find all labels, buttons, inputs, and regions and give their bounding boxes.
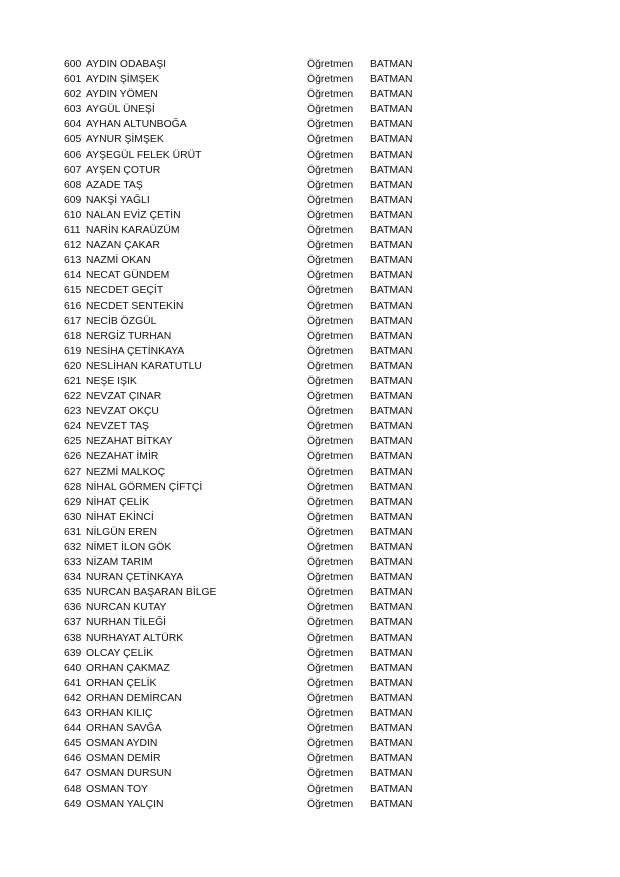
table-row (64, 434, 484, 449)
record-role: Öğretmen (307, 647, 354, 659)
record-number: 648 (64, 783, 82, 795)
table-row (64, 631, 484, 646)
record-role: Öğretmen (307, 587, 354, 599)
record-name: NEZAHAT BİTKAY (86, 436, 173, 448)
record-role: Öğretmen (307, 59, 354, 70)
record-number: 626 (64, 451, 82, 463)
record-city: BATMAN (370, 451, 413, 463)
record-city: BATMAN (370, 194, 413, 206)
record-number: 640 (64, 662, 82, 674)
record-city: BATMAN (370, 300, 413, 312)
record-role: Öğretmen (307, 119, 354, 131)
table-row (64, 314, 484, 329)
table-row (64, 721, 484, 736)
record-city: BATMAN (370, 481, 413, 493)
record-number: 603 (64, 104, 82, 116)
record-number: 642 (64, 692, 82, 704)
record-city: BATMAN (370, 375, 413, 387)
record-role: Öğretmen (307, 225, 354, 237)
record-city: BATMAN (370, 164, 413, 176)
record-list (64, 57, 484, 812)
table-row (64, 193, 484, 208)
record-role: Öğretmen (307, 74, 354, 86)
record-city: BATMAN (370, 662, 413, 674)
record-number: 608 (64, 179, 82, 191)
record-name: NAZMİ OKAN (86, 255, 151, 267)
record-number: 615 (64, 285, 82, 297)
record-name: NİZAM TARIM (86, 557, 153, 569)
record-city: BATMAN (370, 768, 413, 780)
record-name: AYDIN ODABAŞI (86, 59, 167, 70)
table-row (64, 344, 484, 359)
record-name: NİMET İLON GÖK (86, 542, 172, 553)
record-name: NİHAT ÇELİK (86, 496, 150, 508)
record-role: Öğretmen (307, 375, 354, 387)
table-row (64, 87, 484, 102)
record-city: BATMAN (370, 240, 413, 252)
record-name: NURHAYAT ALTÜRK (86, 632, 184, 644)
record-name: NECDET GEÇİT (86, 285, 164, 297)
record-name: AYDIN YÖMEN (86, 89, 158, 101)
record-role: Öğretmen (307, 149, 354, 161)
record-role: Öğretmen (307, 466, 354, 478)
record-role: Öğretmen (307, 436, 354, 448)
record-name: OSMAN AYDIN (86, 738, 158, 750)
table-row (64, 208, 484, 223)
record-role: Öğretmen (307, 255, 354, 267)
record-number: 635 (64, 587, 82, 599)
record-role: Öğretmen (307, 89, 354, 101)
table-row (64, 359, 484, 374)
table-row (64, 57, 484, 72)
record-city: BATMAN (370, 753, 413, 765)
record-role: Öğretmen (307, 783, 354, 795)
record-city: BATMAN (370, 511, 413, 523)
record-name: NECAT GÜNDEM (86, 270, 170, 282)
table-row (64, 132, 484, 147)
table-row (64, 253, 484, 268)
record-number: 641 (64, 677, 82, 689)
record-name: OLCAY ÇELİK (86, 647, 154, 659)
record-name: NİHAT EKİNCİ (86, 511, 154, 523)
record-number: 643 (64, 708, 82, 720)
table-row (64, 646, 484, 661)
record-number: 614 (64, 270, 82, 282)
record-city: BATMAN (370, 526, 413, 538)
record-role: Öğretmen (307, 270, 354, 282)
record-name: NEZAHAT İMİR (86, 451, 159, 463)
record-city: BATMAN (370, 542, 413, 553)
record-city: BATMAN (370, 798, 413, 810)
table-row (64, 268, 484, 283)
record-name: ORHAN ÇAKMAZ (86, 662, 170, 674)
record-number: 649 (64, 798, 82, 810)
record-role: Öğretmen (307, 240, 354, 252)
record-role: Öğretmen (307, 179, 354, 191)
record-city: BATMAN (370, 149, 413, 161)
record-name: NARİN KARAÜZÜM (86, 225, 180, 237)
record-name: ORHAN DEMİRCAN (86, 692, 182, 704)
record-name: AYŞEN ÇOTUR (86, 164, 161, 176)
record-city: BATMAN (370, 406, 413, 418)
record-number: 606 (64, 149, 82, 161)
record-number: 611 (64, 225, 81, 237)
table-row (64, 223, 484, 238)
record-number: 644 (64, 723, 82, 735)
record-role: Öğretmen (307, 134, 354, 146)
record-name: ORHAN KILIÇ (86, 708, 153, 720)
record-number: 609 (64, 194, 82, 206)
record-role: Öğretmen (307, 496, 354, 508)
record-name: AYŞEGÜL FELEK ÜRÜT (86, 149, 202, 161)
table-row (64, 736, 484, 751)
record-number: 633 (64, 557, 82, 569)
record-number: 636 (64, 602, 82, 614)
record-role: Öğretmen (307, 632, 354, 644)
table-row (64, 72, 484, 87)
record-name: NURHAN TİLEĞİ (86, 617, 167, 629)
table-row (64, 797, 484, 812)
table-row (64, 465, 484, 480)
record-number: 620 (64, 360, 82, 372)
record-city: BATMAN (370, 315, 413, 327)
record-role: Öğretmen (307, 511, 354, 523)
record-role: Öğretmen (307, 330, 354, 342)
record-name: AYHAN ALTUNBOĞA (86, 119, 187, 131)
record-city: BATMAN (370, 89, 413, 101)
table-row (64, 615, 484, 630)
table-row (64, 299, 484, 314)
record-role: Öğretmen (307, 798, 354, 810)
record-role: Öğretmen (307, 723, 354, 735)
record-city: BATMAN (370, 783, 413, 795)
record-role: Öğretmen (307, 360, 354, 372)
record-name: NESİHA ÇETİNKAYA (86, 345, 185, 357)
record-name: NURCAN KUTAY (86, 602, 167, 614)
record-city: BATMAN (370, 723, 413, 735)
record-name: NURCAN BAŞARAN BİLGE (86, 587, 217, 599)
record-city: BATMAN (370, 617, 413, 629)
record-number: 634 (64, 572, 82, 584)
record-city: BATMAN (370, 255, 413, 267)
record-city: BATMAN (370, 330, 413, 342)
record-city: BATMAN (370, 602, 413, 614)
record-city: BATMAN (370, 557, 413, 569)
record-role: Öğretmen (307, 602, 354, 614)
table-row (64, 525, 484, 540)
table-row (64, 102, 484, 117)
record-role: Öğretmen (307, 345, 354, 357)
record-number: 612 (64, 240, 82, 252)
record-name: ORHAN SAVĞA (86, 723, 162, 735)
record-city: BATMAN (370, 572, 413, 584)
table-row (64, 374, 484, 389)
table-row (64, 117, 484, 132)
table-row (64, 570, 484, 585)
table-row (64, 661, 484, 676)
table-row (64, 495, 484, 510)
record-role: Öğretmen (307, 753, 354, 765)
record-role: Öğretmen (307, 708, 354, 720)
record-name: AYDIN ŞİMŞEK (86, 74, 160, 86)
table-row (64, 585, 484, 600)
record-role: Öğretmen (307, 391, 354, 403)
record-city: BATMAN (370, 345, 413, 357)
record-role: Öğretmen (307, 542, 354, 553)
record-name: NİLGÜN EREN (86, 526, 158, 538)
record-name: NERGİZ TURHAN (86, 330, 172, 342)
record-city: BATMAN (370, 436, 413, 448)
record-city: BATMAN (370, 738, 413, 750)
record-role: Öğretmen (307, 300, 354, 312)
table-row (64, 751, 484, 766)
record-role: Öğretmen (307, 677, 354, 689)
record-number: 632 (64, 542, 82, 553)
record-role: Öğretmen (307, 421, 354, 433)
table-row (64, 389, 484, 404)
record-name: NEZMİ MALKOÇ (86, 466, 166, 478)
record-name: OSMAN TOY (86, 783, 148, 795)
record-city: BATMAN (370, 225, 413, 237)
record-number: 622 (64, 391, 82, 403)
record-city: BATMAN (370, 466, 413, 478)
record-role: Öğretmen (307, 209, 354, 221)
record-role: Öğretmen (307, 572, 354, 584)
record-name: NURAN ÇETİNKAYA (86, 572, 184, 584)
record-number: 646 (64, 753, 82, 765)
record-number: 645 (64, 738, 82, 750)
table-row (64, 706, 484, 721)
record-number: 616 (64, 300, 82, 312)
table-row (64, 540, 484, 555)
record-city: BATMAN (370, 119, 413, 131)
record-city: BATMAN (370, 179, 413, 191)
record-name: AYNUR ŞİMŞEK (86, 134, 164, 146)
record-number: 602 (64, 89, 82, 101)
table-row (64, 449, 484, 464)
record-city: BATMAN (370, 496, 413, 508)
record-number: 639 (64, 647, 82, 659)
record-city: BATMAN (370, 421, 413, 433)
record-name: NEŞE IŞIK (86, 375, 137, 387)
record-city: BATMAN (370, 285, 413, 297)
record-role: Öğretmen (307, 738, 354, 750)
record-name: OSMAN DEMİR (86, 753, 161, 765)
record-role: Öğretmen (307, 285, 354, 297)
record-role: Öğretmen (307, 692, 354, 704)
record-number: 610 (64, 209, 82, 221)
table-row (64, 766, 484, 781)
record-number: 623 (64, 406, 82, 418)
record-name: NESLİHAN KARATUTLU (86, 360, 202, 372)
record-number: 630 (64, 511, 82, 523)
record-city: BATMAN (370, 270, 413, 282)
record-name: OSMAN YALÇIN (86, 798, 164, 810)
record-name: NEVZAT OKÇU (86, 406, 159, 418)
table-row (64, 600, 484, 615)
table-row (64, 480, 484, 495)
record-city: BATMAN (370, 104, 413, 116)
record-city: BATMAN (370, 677, 413, 689)
record-city: BATMAN (370, 708, 413, 720)
record-name: NAKŞİ YAĞLI (86, 194, 150, 206)
table-row (64, 555, 484, 570)
record-role: Öğretmen (307, 557, 354, 569)
table-row (64, 419, 484, 434)
record-city: BATMAN (370, 360, 413, 372)
record-number: 638 (64, 632, 82, 644)
record-number: 631 (64, 526, 82, 538)
record-role: Öğretmen (307, 768, 354, 780)
record-number: 628 (64, 481, 82, 493)
record-role: Öğretmen (307, 451, 354, 463)
record-number: 625 (64, 436, 82, 448)
record-name: AZADE TAŞ (86, 179, 143, 191)
record-number: 629 (64, 496, 82, 508)
record-number: 600 (64, 59, 82, 70)
record-city: BATMAN (370, 59, 413, 70)
table-row (64, 676, 484, 691)
record-number: 607 (64, 164, 82, 176)
record-number: 627 (64, 466, 82, 478)
record-number: 621 (64, 375, 82, 387)
table-row (64, 178, 484, 193)
table-row (64, 404, 484, 419)
record-name: NİHAL GÖRMEN ÇİFTÇİ (86, 481, 203, 493)
record-city: BATMAN (370, 647, 413, 659)
record-number: 618 (64, 330, 82, 342)
table-row (64, 691, 484, 706)
table-row (64, 283, 484, 298)
record-role: Öğretmen (307, 526, 354, 538)
record-name: NECİB ÖZGÜL (86, 315, 157, 327)
table-row (64, 510, 484, 525)
record-number: 637 (64, 617, 82, 629)
record-name: NAZAN ÇAKAR (86, 240, 160, 252)
record-name: NEVZET TAŞ (86, 421, 149, 433)
record-city: BATMAN (370, 74, 413, 86)
record-number: 601 (64, 74, 82, 86)
record-number: 605 (64, 134, 82, 146)
record-city: BATMAN (370, 134, 413, 146)
record-role: Öğretmen (307, 315, 354, 327)
record-city: BATMAN (370, 391, 413, 403)
table-row (64, 163, 484, 178)
table-row (64, 329, 484, 344)
record-role: Öğretmen (307, 104, 354, 116)
record-name: AYGÜL ÜNEŞİ (86, 104, 155, 116)
record-role: Öğretmen (307, 194, 354, 206)
record-name: NEVZAT ÇINAR (86, 391, 162, 403)
record-role: Öğretmen (307, 662, 354, 674)
record-number: 647 (64, 768, 82, 780)
table-row (64, 782, 484, 797)
record-number: 613 (64, 255, 82, 267)
record-city: BATMAN (370, 692, 413, 704)
record-role: Öğretmen (307, 406, 354, 418)
table-row (64, 238, 484, 253)
record-number: 624 (64, 421, 82, 433)
record-city: BATMAN (370, 209, 413, 221)
record-number: 617 (64, 315, 82, 327)
record-number: 604 (64, 119, 82, 131)
record-city: BATMAN (370, 587, 413, 599)
record-name: OSMAN DURSUN (86, 768, 172, 780)
record-name: NECDET SENTEKİN (86, 300, 184, 312)
record-role: Öğretmen (307, 164, 354, 176)
record-number: 619 (64, 345, 82, 357)
record-role: Öğretmen (307, 617, 354, 629)
record-name: ORHAN ÇELİK (86, 677, 157, 689)
record-role: Öğretmen (307, 481, 354, 493)
table-row (64, 148, 484, 163)
record-name: NALAN EVİZ ÇETİN (86, 209, 181, 221)
record-city: BATMAN (370, 632, 413, 644)
